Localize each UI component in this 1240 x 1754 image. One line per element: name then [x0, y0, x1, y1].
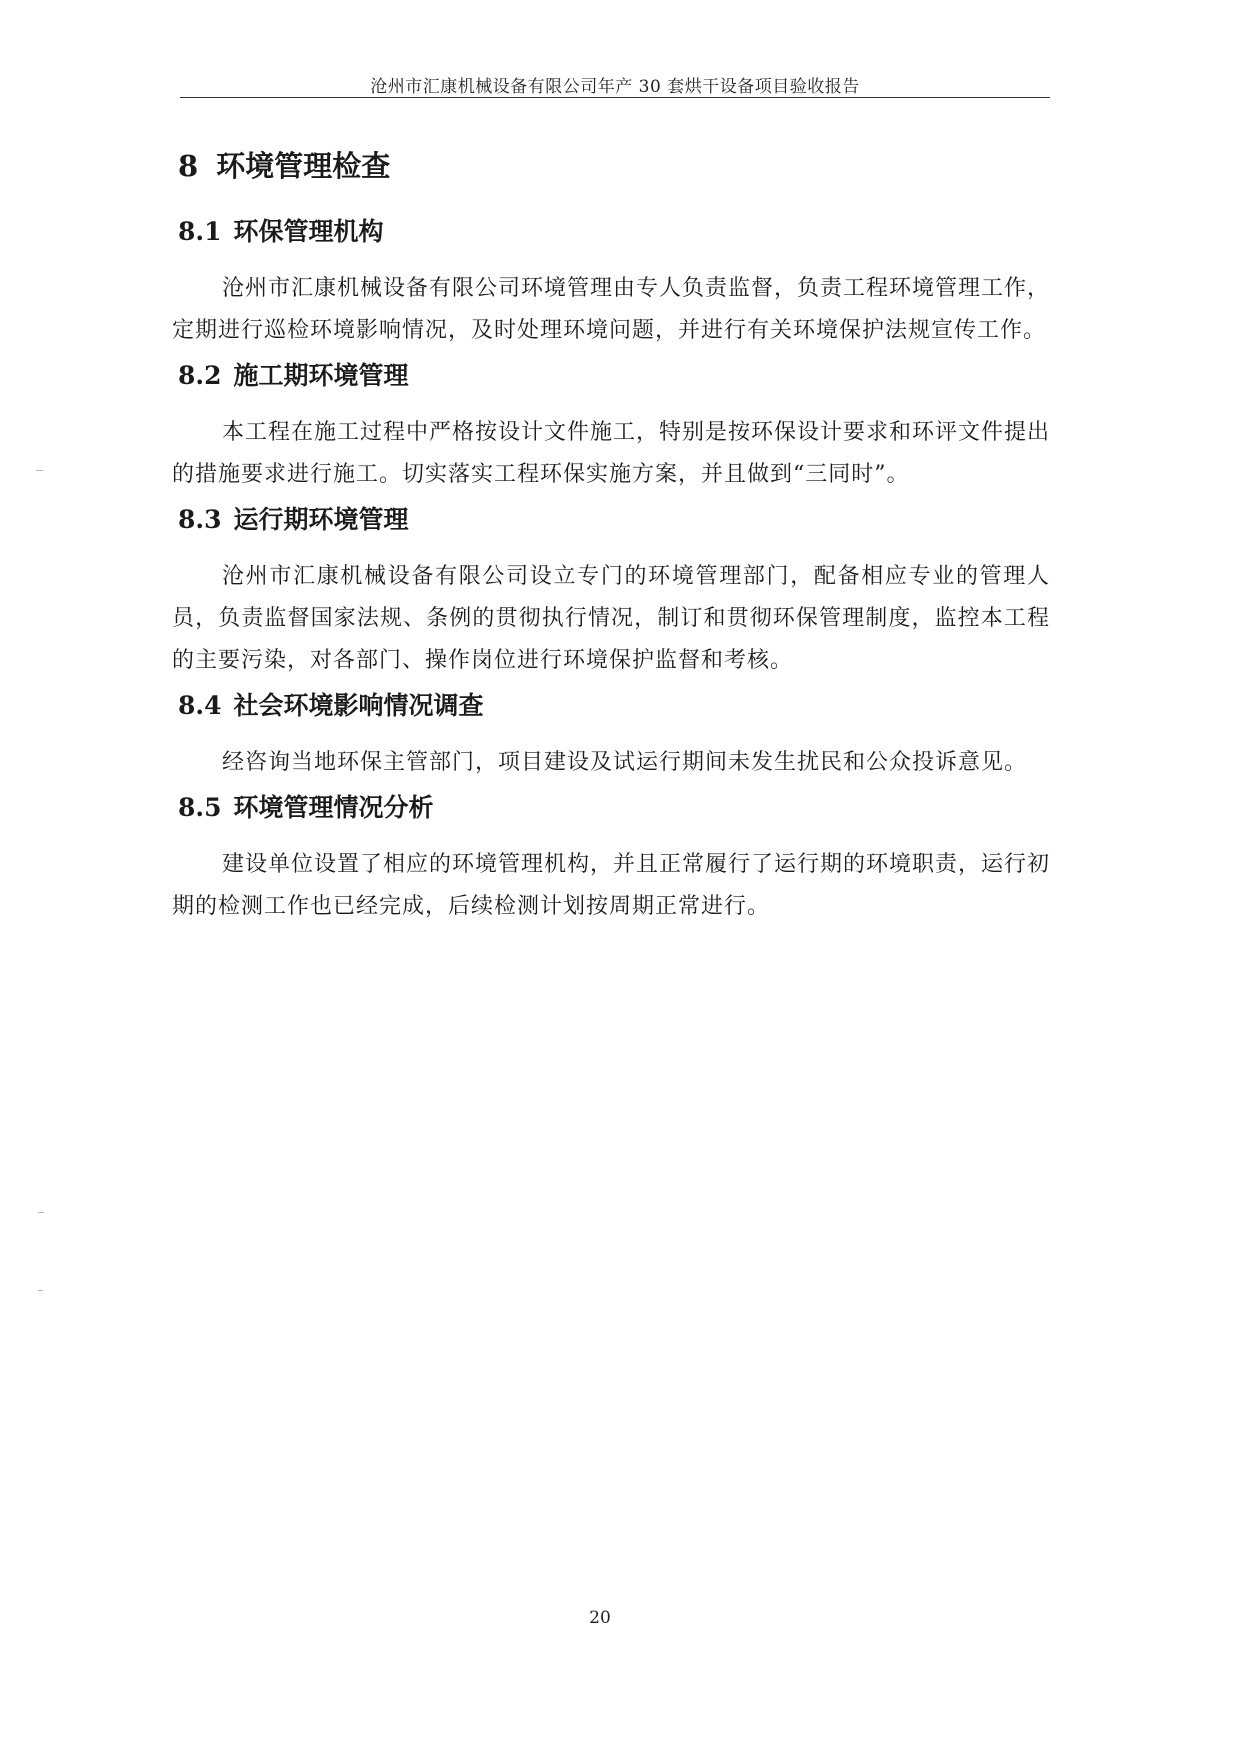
section-8-1: [172, 210, 1050, 352]
section-title: 环保管理机构: [233, 217, 384, 246]
chapter-title: 环境管理检查: [216, 149, 391, 183]
section-heading: [178, 498, 1050, 542]
section-paragraph: 经咨询当地环保主管部门，项目建设及试运行期间未发生扰民和公众投诉意见。: [222, 750, 1028, 775]
chapter-number: 8: [178, 149, 199, 183]
section-paragraph: 建设单位设置了相应的环境管理机构，并且正常履行了运行期的环境职责，运行初期的检测工作也已经完成，后续检测计划按周期正常进行。: [172, 852, 1051, 919]
section-heading: [178, 786, 1050, 830]
section-number: 8.4: [178, 691, 222, 720]
section-number: 8.2: [178, 361, 222, 390]
scan-artifact: [38, 1290, 43, 1291]
scan-artifact: [36, 470, 43, 471]
running-header: 沧州市汇康机械设备有限公司年产 30 套烘干设备项目验收报告: [370, 77, 860, 97]
section-8-4: [172, 684, 1050, 784]
section-heading: [178, 354, 1050, 398]
section-title: 施工期环境管理: [233, 361, 409, 390]
section-paragraph: 沧州市汇康机械设备有限公司环境管理由专人负责监督，负责工程环境管理工作，定期进行巡检环境影响情况，及时处理环境问题，并进行有关环境保护法规宣传工作。: [172, 276, 1051, 343]
section-title: 社会环境影响情况调查: [233, 691, 484, 720]
section-title: 运行期环境管理: [233, 505, 409, 534]
section-number: 8.1: [178, 217, 222, 246]
section-8-3: [172, 498, 1050, 682]
section-title: 环境管理情况分析: [233, 793, 434, 822]
section-8-5: [172, 786, 1050, 928]
section-8-2: [172, 354, 1050, 496]
section-heading: [178, 210, 1050, 254]
section-paragraph: 沧州市汇康机械设备有限公司设立专门的环境管理部门，配备相应专业的管理人员，负责监督国家法规、条例的贯彻执行情况，制订和贯彻环保管理制度，监控本工程的主要污染，对各部门、操作岗位进行环境保护监督和考核。: [172, 564, 1050, 673]
section-number: 8.3: [178, 505, 222, 534]
chapter-heading: [178, 140, 1050, 192]
scan-artifact: [38, 1212, 44, 1213]
section-number: 8.5: [178, 793, 222, 822]
section-paragraph: 本工程在施工过程中严格按设计文件施工，特别是按环保设计要求和环评文件提出的措施要求进行施工。切实落实工程环保实施方案，并且做到“三同时”。: [172, 420, 1051, 487]
section-heading: [178, 684, 1050, 728]
header-rule: [180, 97, 1050, 98]
page-number: 20: [589, 1608, 611, 1628]
main-content: [172, 140, 1050, 930]
